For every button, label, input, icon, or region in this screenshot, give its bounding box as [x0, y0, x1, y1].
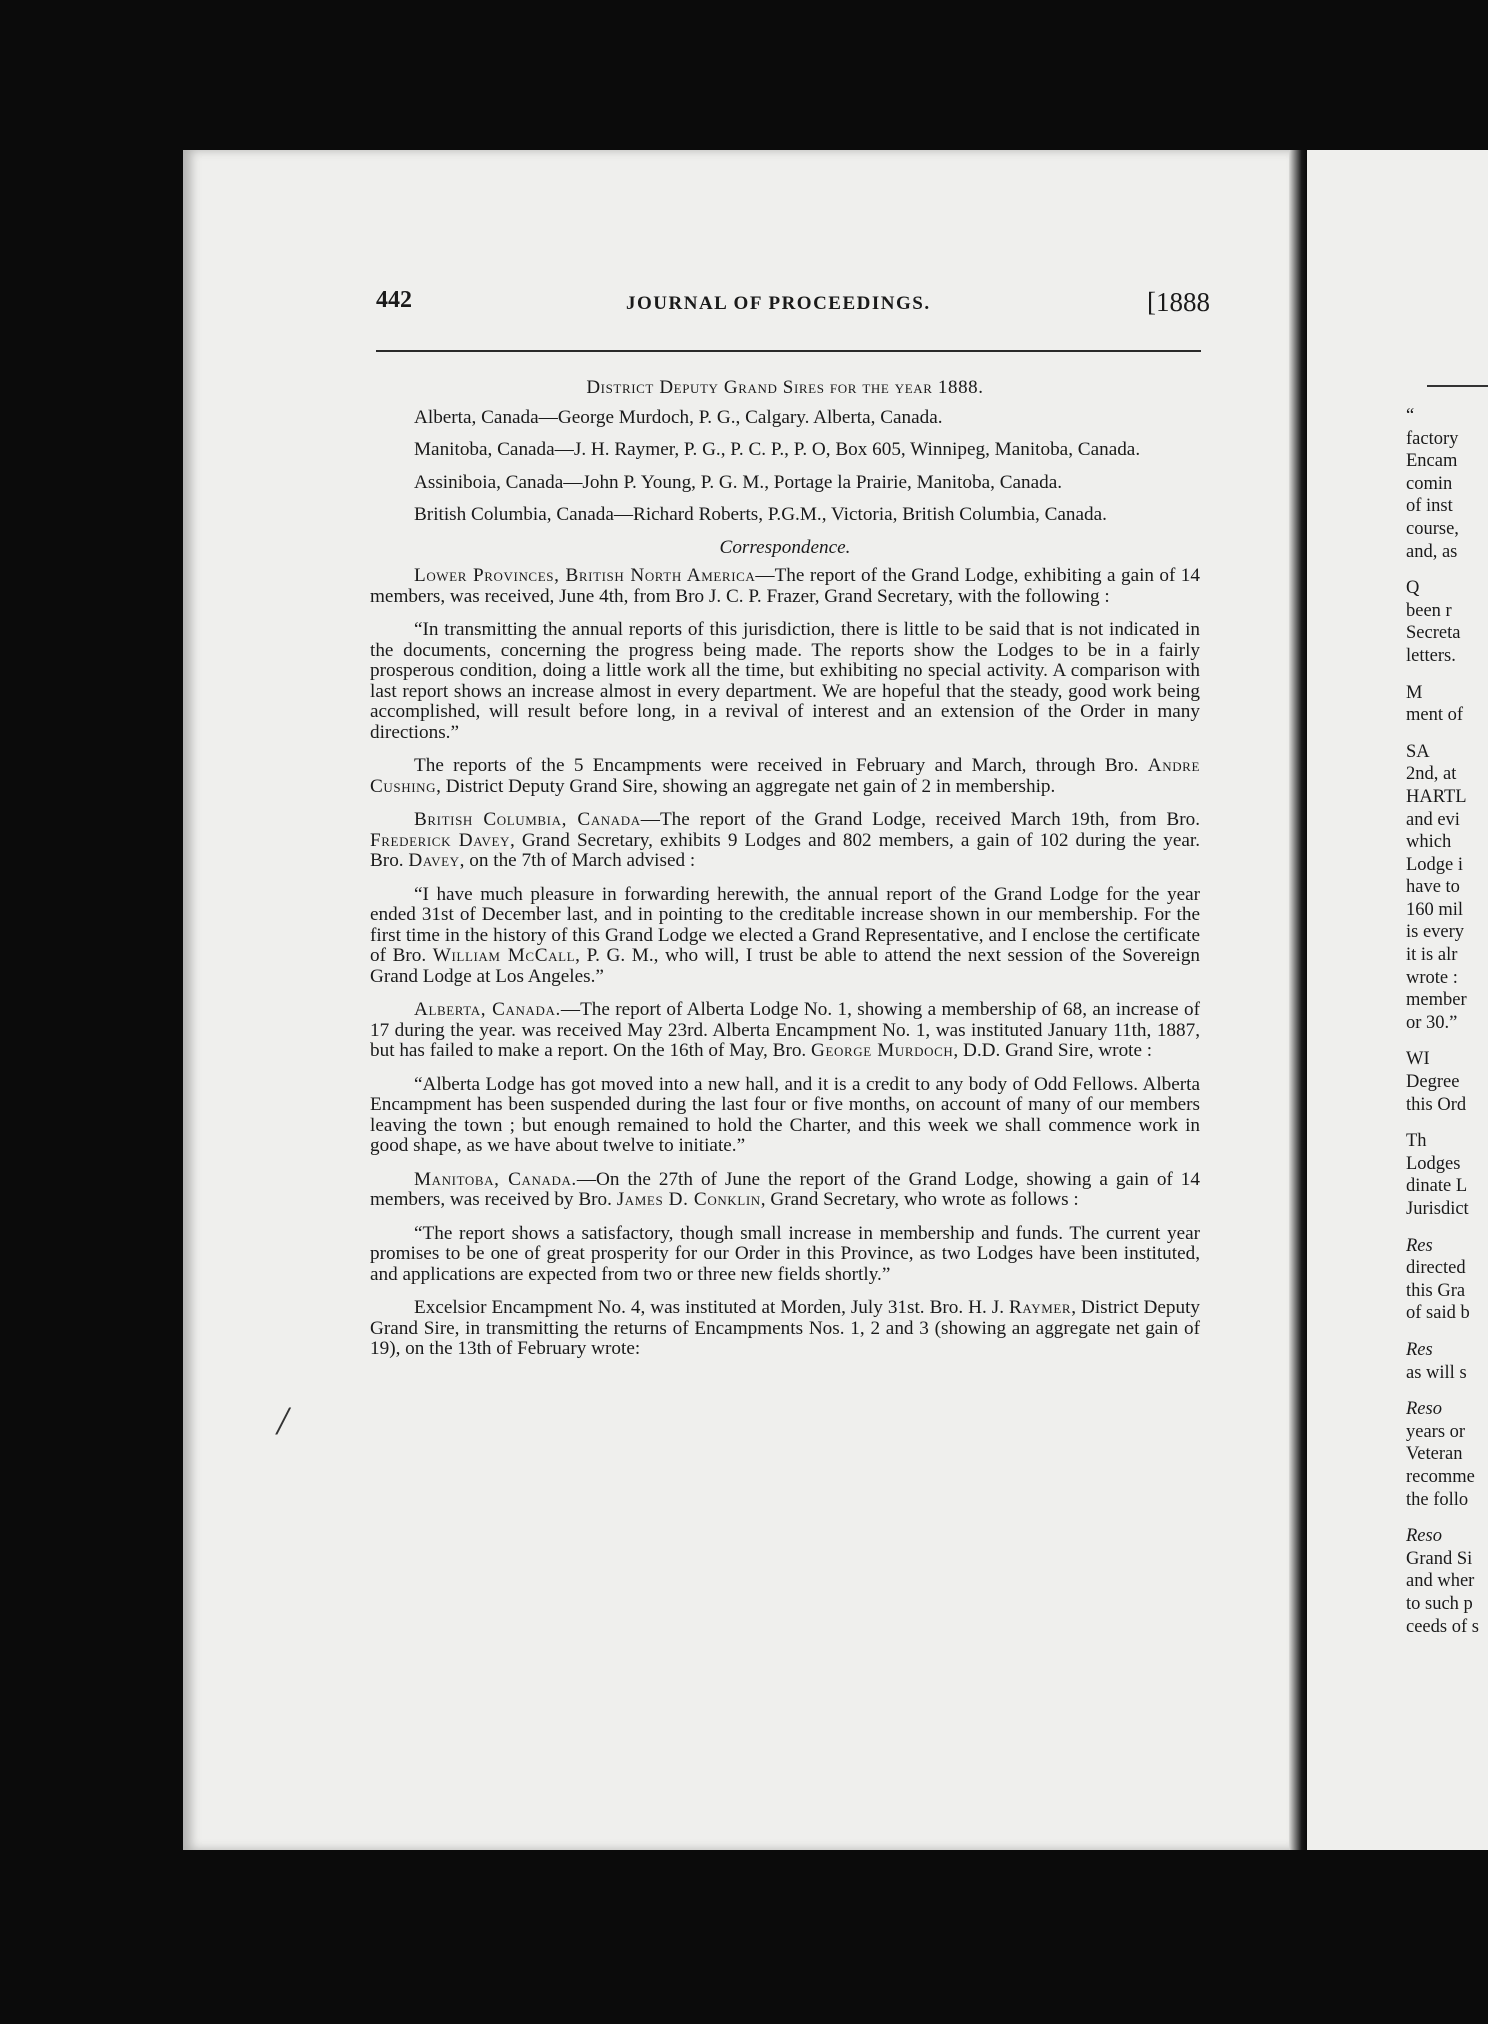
- paragraph-encampments: [370, 756, 1200, 797]
- paragraph-text: —The report of Alberta Lodge No. 1, showing a membership of 68, an increase of 17 during the year. was received May 23rd. Alberta Encampment No. 1, was instituted January 11th, 1887, but has failed to make a report. On the 16th of May, Bro.: [370, 999, 1200, 1061]
- paragraph-alberta: [370, 1000, 1200, 1062]
- right-column-line: which: [1406, 832, 1452, 853]
- right-column-line: this Gra: [1406, 1280, 1466, 1301]
- right-page-rule: [1427, 385, 1488, 387]
- paragraph-text: , District Deputy Grand Sire, showing an aggregate net gain of 2 in membership.: [436, 775, 1056, 797]
- right-column-line: as will s: [1406, 1362, 1467, 1383]
- spacer: [1406, 1325, 1488, 1339]
- right-column-line: Res: [1406, 1339, 1433, 1360]
- right-column-line: or 30.”: [1406, 1012, 1458, 1033]
- right-column-line: 160 mil: [1406, 899, 1464, 920]
- right-column-line: have to: [1406, 877, 1460, 898]
- jurisdiction-lead: Alberta, Canada.: [414, 999, 561, 1020]
- paragraph-text: —The report of the Grand Lodge, received March 19th, from Bro.: [640, 809, 1200, 830]
- paragraph-text: , on the 7th of March advised :: [459, 850, 696, 871]
- right-column-line: dinate L: [1406, 1176, 1468, 1197]
- spacer: [1406, 563, 1488, 577]
- spacer: [1406, 1511, 1488, 1525]
- right-column-line: HARTL: [1406, 786, 1467, 807]
- right-column-line: letters.: [1406, 645, 1456, 666]
- correspondence-heading: Correspondence.: [719, 536, 851, 558]
- paragraph-text: , D.D. Grand Sire, wrote :: [953, 1040, 1153, 1061]
- right-column-line: and, as: [1406, 541, 1458, 562]
- right-column-line: Res: [1406, 1235, 1433, 1256]
- paragraph-manitoba: [370, 1170, 1200, 1211]
- paragraph-text: —On the 27th of June the report of the Grand Lodge, showing a gain of 14 members, was received by Bro.: [370, 1168, 1200, 1210]
- paragraph-text: “I have much pleasure in forwarding herewith, the annual report of the Grand Lodge for the year ended 31st of December last, and in pointing to the creditable increase shown in our membership. For the first time in the history of this Grand Lodge we elected a Grand Representative, and I enclose the certificate of Bro.: [370, 883, 1200, 966]
- person-name: Davey: [408, 850, 460, 871]
- section-heading: District Deputy Grand Sires for the year 1888.: [586, 377, 984, 398]
- right-column-line: Grand Si: [1406, 1548, 1473, 1569]
- right-column-line: and evi: [1406, 809, 1460, 830]
- right-column-line: M: [1406, 682, 1423, 703]
- person-name: Andre Cushing: [370, 755, 1200, 797]
- right-column-line: years or: [1406, 1421, 1466, 1442]
- paragraph-excelsior: [370, 1298, 1200, 1360]
- right-column-line: of said b: [1406, 1303, 1470, 1324]
- person-name: Frederick Davey: [370, 829, 511, 851]
- person-name: James D. Conklin: [616, 1189, 761, 1210]
- person-name: George Murdoch: [811, 1040, 954, 1061]
- right-column-line: to such p: [1406, 1593, 1473, 1614]
- quotation: “Alberta Lodge has got moved into a new hall, and it is a credit to any body of Odd Fellows. Alberta Encampment has been suspended during the last four or five months, on account of many of our members leaving the town ; but enough remained to hold the Charter, and this week we shall commence work in good shape, as we have about twelve to initiate.”: [370, 1073, 1200, 1156]
- spacer: [1406, 1384, 1488, 1398]
- right-column-line: course,: [1406, 518, 1459, 539]
- right-page-column: [1406, 405, 1488, 1638]
- paragraph-british-columbia: [370, 810, 1200, 872]
- spacer: [1406, 1034, 1488, 1048]
- right-column-line: Veteran: [1406, 1444, 1463, 1465]
- right-column-line: Secreta: [1406, 623, 1461, 644]
- right-column-line: Reso: [1406, 1399, 1442, 1420]
- right-column-line: member: [1406, 990, 1467, 1011]
- paragraph-text: , P. G. M., who will, I trust be able to attend the next session of the Sovereign Grand Lodge at Los Angeles.”: [370, 945, 1201, 987]
- right-column-line: Lodges: [1406, 1153, 1461, 1174]
- right-column-line: Lodge i: [1406, 854, 1464, 875]
- spacer: [1406, 1116, 1488, 1130]
- right-column-line: and wher: [1406, 1571, 1475, 1592]
- page-gutter: [1289, 150, 1307, 1850]
- right-column-line: it is alr: [1406, 945, 1458, 966]
- page-number: 442: [376, 287, 412, 313]
- deputy-entry: Alberta, Canada—George Murdoch, P. G., Calgary. Alberta, Canada.: [414, 406, 943, 428]
- right-column-line: WI: [1406, 1049, 1430, 1070]
- right-column-line: comin: [1406, 473, 1453, 494]
- right-column-line: SA: [1406, 741, 1430, 762]
- spacer: [1406, 1221, 1488, 1235]
- right-column-line: ceeds of s: [1406, 1616, 1479, 1637]
- right-column-line: 2nd, at: [1406, 764, 1457, 785]
- quotation: “The report shows a satisfactory, though small increase in membership and funds. The current year promises to be one of great prosperity for our Order in this Province, as two Lodges have been instituted, and applications are expected from two or three new fields shortly.”: [370, 1222, 1200, 1285]
- paragraph-lower-provinces: [370, 566, 1200, 607]
- deputy-entry: Assiniboia, Canada—John P. Young, P. G. M., Portage la Prairie, Manitoba, Canada.: [414, 471, 1063, 493]
- header-year: [1888: [1147, 287, 1210, 317]
- paragraph-text: —The report of the Grand Lodge, exhibiting a gain of 14 members, was received, June 4th, from Bro J. C. P. Frazer, Grand Secretary, with the following :: [370, 565, 1200, 607]
- right-column-line: directed: [1406, 1258, 1466, 1279]
- deputy-entry: British Columbia, Canada—Richard Roberts, P.G.M., Victoria, British Columbia, Canada.: [414, 504, 1107, 525]
- right-column-line: Jurisdict: [1406, 1199, 1469, 1219]
- right-column-line: Degree: [1406, 1072, 1460, 1093]
- person-name: Raymer: [1009, 1297, 1072, 1318]
- paragraph-text: , Grand Secretary, who wrote as follows :: [760, 1189, 1079, 1210]
- person-name: William McCall: [432, 945, 576, 966]
- jurisdiction-lead: British Columbia, Canada: [414, 809, 641, 830]
- right-column-line: “: [1406, 406, 1415, 426]
- paragraph-text: Excelsior Encampment No. 4, was instituted at Morden, July 31st. Bro. H. J.: [414, 1297, 1010, 1318]
- quotation: [370, 885, 1200, 988]
- header-rule: [376, 350, 1201, 352]
- right-column-line: Th: [1406, 1131, 1427, 1152]
- jurisdiction-lead: Manitoba, Canada.: [414, 1168, 577, 1190]
- right-column-line: Reso: [1406, 1526, 1442, 1547]
- right-column-line: this Ord: [1406, 1094, 1467, 1115]
- jurisdiction-lead: Lower Provinces, British North America: [414, 565, 756, 586]
- right-column-line: wrote :: [1406, 967, 1458, 988]
- right-column-line: ment of: [1406, 705, 1464, 726]
- right-column-line: factory: [1406, 428, 1459, 449]
- right-column-line: recomme: [1406, 1466, 1475, 1487]
- margin-mark: /: [277, 1398, 289, 1443]
- spacer: [1406, 727, 1488, 741]
- page-header: [376, 287, 1210, 337]
- paragraph-text: , District Deputy Grand Sire, in transmitting the returns of Encampments Nos. 1, 2 and 3 (showing an aggregate net gain of 19), on the 13th of February wrote:: [370, 1297, 1200, 1359]
- right-column-line: of inst: [1406, 496, 1453, 517]
- right-column-line: Encam: [1406, 451, 1458, 472]
- paragraph-text: The reports of the 5 Encampments were received in February and March, through Bro.: [414, 755, 1148, 776]
- right-column-line: been r: [1406, 600, 1452, 621]
- right-column-line: is every: [1406, 922, 1465, 943]
- running-title: JOURNAL OF PROCEEDINGS.: [626, 293, 931, 314]
- quotation: “In transmitting the annual reports of this jurisdiction, there is little to be said that is not indicated in the documents, concerning the progress being made. The reports show the Lodges to be in a fairly prosperous condition, doing a little work all the time, but exhibiting no special activity. A comparison with last report shows an increase almost in every department. We are hopeful that the steady, good work being accomplished, will result before long, in a revival of interest and an extension of the Order in many directions.”: [370, 619, 1200, 743]
- paragraph-text: , Grand Secretary, exhibits 9 Lodges and 802 members, a gain of 102 during the year. Bro.: [370, 829, 1200, 871]
- deputy-entry: Manitoba, Canada—J. H. Raymer, P. G., P. C. P., P. O, Box 605, Winnipeg, Manitoba, Canada.: [414, 439, 1141, 460]
- spacer: [1406, 668, 1488, 682]
- right-column-line: the follo: [1406, 1489, 1469, 1510]
- right-column-line: Q: [1406, 578, 1420, 599]
- main-text: [370, 378, 1200, 1373]
